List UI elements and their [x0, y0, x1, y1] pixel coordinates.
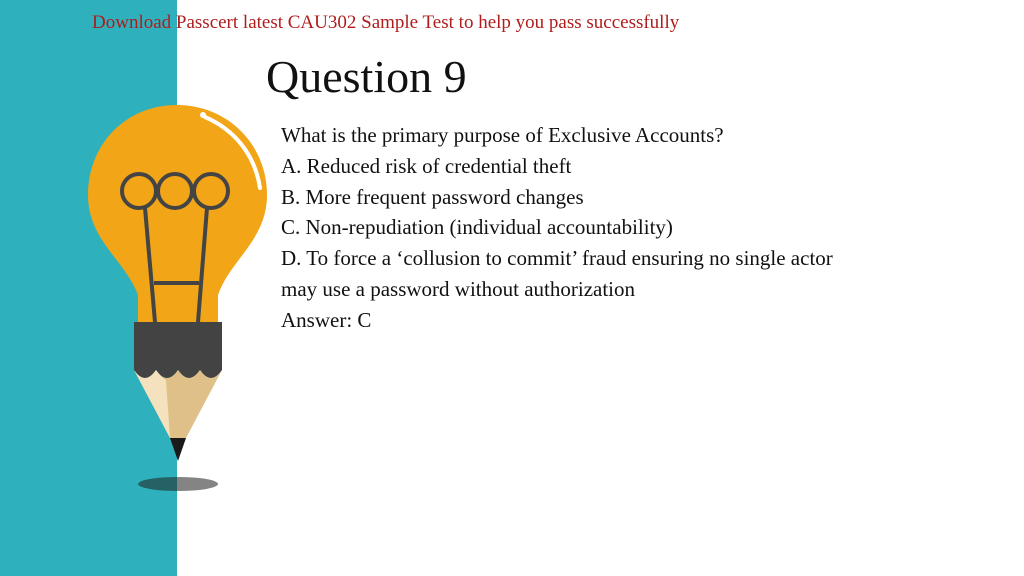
option-a: A. Reduced risk of credential theft: [281, 153, 572, 178]
question-body: [281, 120, 1001, 336]
answer-text: Answer: C: [281, 307, 372, 332]
question-prompt: What is the primary purpose of Exclusive Accounts?: [281, 123, 724, 147]
option-d: D. To force a ‘collusion to commit’ fraud ensuring no single actor: [281, 246, 833, 271]
option-c: C. Non-repudiation (individual accountability): [281, 215, 673, 240]
option-d-continuation: may use a password without authorization: [281, 276, 636, 301]
download-banner: Download Passcert latest CAU302 Sample Test to help you pass successfully: [92, 12, 680, 33]
question-title: Question 9: [266, 51, 467, 102]
option-b: B. More frequent password changes: [281, 184, 584, 209]
lightbulb-pencil-icon: [70, 100, 270, 500]
